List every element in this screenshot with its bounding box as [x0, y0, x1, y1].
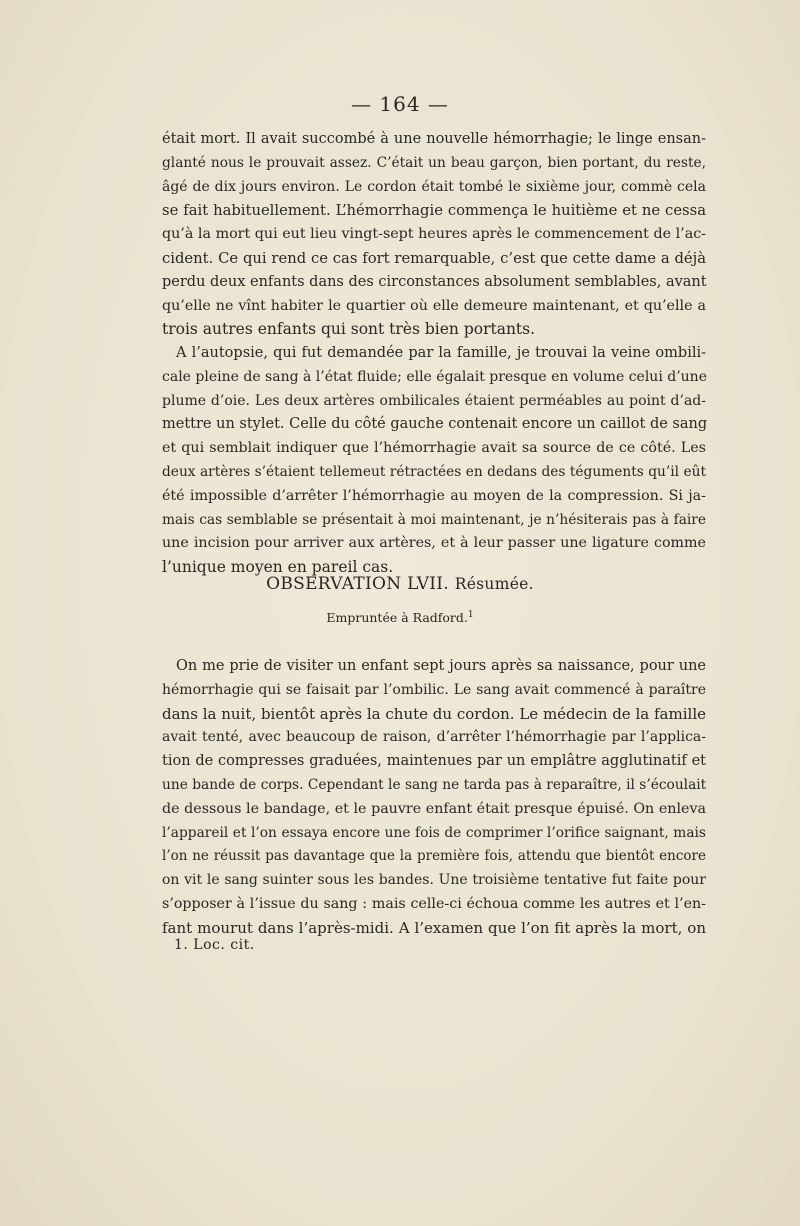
text-line: avait tenté, avec beaucoup de raison, d’arrêter l’hémorrhagie par l’applica- — [162, 729, 706, 746]
text-line: on vit le sang suinter sous les bandes. Une troisième tentative fut faite pour — [162, 872, 706, 889]
text-line: et qui semblait indiquer que l’hémorrhagie avait sa source de ce côté. Les — [162, 440, 706, 457]
text-line: âgé de dix jours environ. Le cordon était tombé le sixième jour, commè cela — [162, 178, 706, 195]
observation-source — [0, 610, 800, 625]
text-line: été impossible d’arrêter l’hémorrhagie au moyen de la compression. Si ja- — [162, 487, 706, 504]
observation-title: OBSERVATION LVII. — [266, 574, 450, 594]
paragraph-1 — [162, 128, 706, 342]
text-line: mais cas semblable se présentait à moi maintenant, je n’hésiterais pas à faire — [162, 511, 706, 528]
text-line: tion de compresses graduées, maintenues par un emplâtre agglutinatif et — [162, 753, 706, 770]
text-line: glanté nous le prouvait assez. C’était un beau garçon, bien portant, du reste, — [162, 154, 706, 171]
text-line: perdu deux enfants dans des circonstances absolument semblables, avant — [162, 273, 707, 290]
text-line: une incision pour arriver aux artères, et à leur passer une ligature comme — [162, 535, 706, 552]
text-line: l’on ne réussit pas davantage que la première fois, attendu que bientôt encore — [162, 848, 706, 865]
text-line: qu’à la mort qui eut lieu vingt-sept heures après le commencement de l’ac- — [162, 226, 706, 243]
footnote-ref: 1 — [467, 610, 474, 620]
text-line: plume d’oie. Les deux artères ombilicales étaient perméables au point d’ad- — [162, 392, 706, 409]
text-line: On me prie de visiter un enfant sept jours après sa naissance, pour une — [176, 658, 706, 674]
text-line: mettre un stylet. Celle du côté gauche contenait encore un caillot de sang — [162, 416, 708, 433]
observation-subtitle: Résumée. — [454, 575, 534, 593]
text-line: dans la nuit, bientôt après la chute du cordon. Le médecin de la famille — [162, 704, 706, 723]
text-line: l’appareil et l’on essaya encore une fois de comprimer l’orifice saignant, mais — [162, 824, 706, 841]
paragraph-3 — [162, 655, 706, 941]
text-line: était mort. Il avait succombé à une nouvelle hémorrhagie; le linge ensan- — [162, 131, 706, 147]
text-line: cale pleine de sang à l’état fluide; elle égalait presque en volume celui d’une — [162, 368, 707, 385]
text-line: trois autres enfants qui sont très bien portants. — [162, 320, 536, 339]
text-line: qu’elle ne vînt habiter le quartier où elle demeure maintenant, et qu’elle a — [162, 297, 706, 314]
text-line: de dessous le bandage, et le pauvre enfant était presque épuisé. On enleva — [162, 800, 706, 817]
text-line: fant mourut dans l’après-midi. A l’examen que l’on fit après la mort, on — [162, 918, 706, 937]
text-line: l’unique moyen en pareil cas. — [162, 558, 394, 577]
text-line: hémorrhagie qui se faisait par l’ombilic. Le sang avait commencé à paraître — [162, 681, 706, 698]
text-line: cident. Ce qui rend ce cas fort remarquable, c’est que cette dame a déjà — [162, 249, 706, 267]
source-text: Empruntée à Radford. — [326, 610, 468, 626]
text-line: s’opposer à l’issue du sang : mais celle-ci échoua comme les autres et l’en- — [162, 895, 706, 912]
text-line: se fait habituellement. L’hémorrhagie commença le huitième et ne cessa — [162, 202, 706, 220]
observation-heading — [0, 574, 800, 594]
page-number: — 164 — — [351, 92, 449, 116]
text-line: deux artères s’étaient tellemeut rétractées en dedans des téguments qu’il eût — [162, 463, 706, 480]
text-line: une bande de corps. Cependant le sang ne tarda pas à reparaître, il s’écoulait — [162, 776, 707, 793]
paragraph-2 — [162, 342, 706, 580]
footnote: 1. Loc. cit. — [174, 937, 255, 953]
text-line: A l’autopsie, qui fut demandée par la famille, je trouvai la veine ombili- — [176, 345, 706, 361]
